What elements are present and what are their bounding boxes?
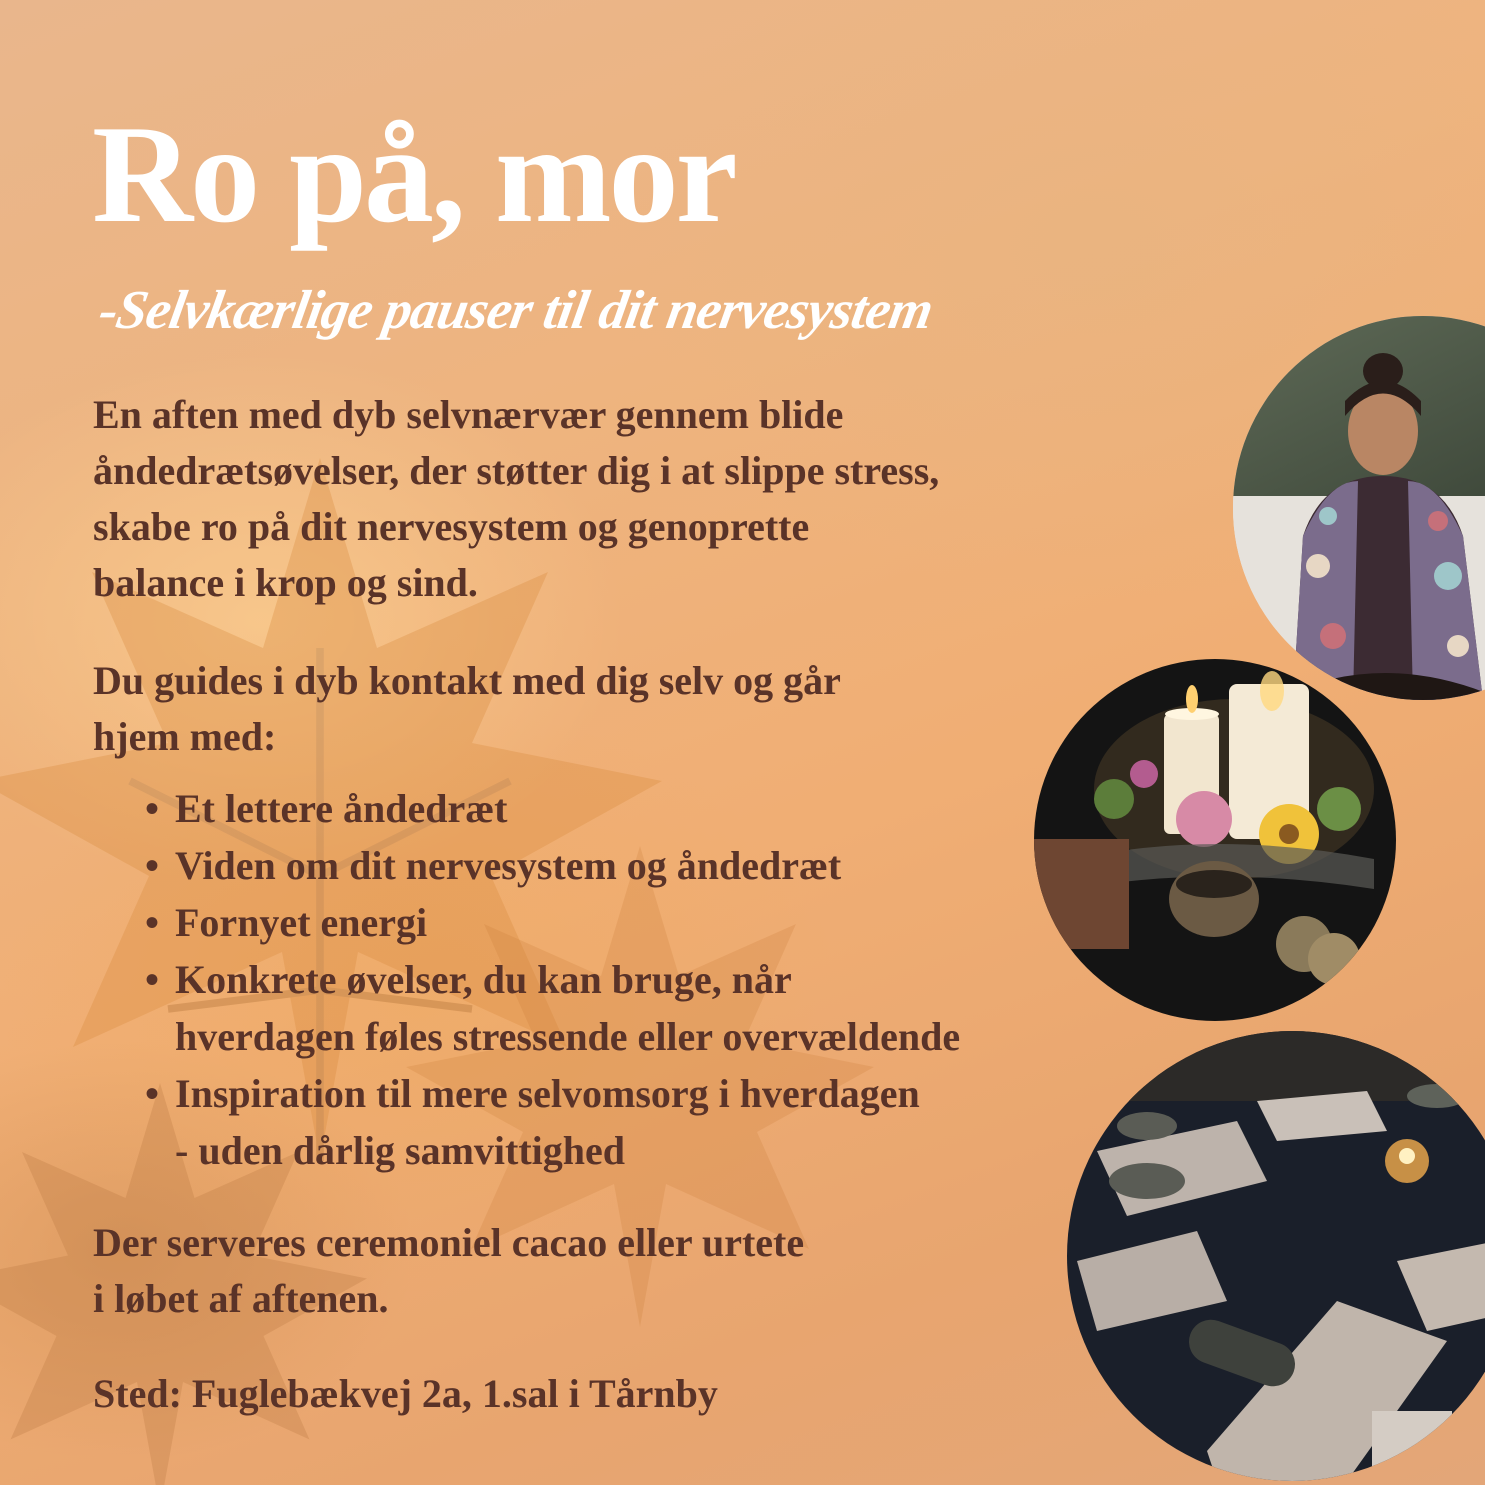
benefits-list — [145, 780, 1085, 1179]
bullet-icon: • — [145, 1071, 160, 1116]
list-item — [145, 951, 1085, 1065]
intro-line: En aften med dyb selvnærvær gennem blide — [93, 392, 844, 437]
intro-paragraph — [93, 387, 1093, 611]
intro-line: balance i krop og sind. — [93, 560, 478, 605]
benefit-text: Fornyet energi — [175, 900, 428, 945]
benefit-text: Konkrete øvelser, du kan bruge, når — [175, 957, 792, 1002]
benefit-text: - uden dårlig samvittighed — [175, 1128, 626, 1173]
guides-line: hjem med: — [93, 714, 277, 759]
bullet-icon: • — [145, 786, 160, 831]
list-item — [145, 1065, 1085, 1179]
list-item — [145, 780, 1085, 837]
candles-and-flowers-photo — [1034, 659, 1396, 1021]
cacao-line: Der serveres ceremoniel cacao eller urtete — [93, 1220, 805, 1265]
instructor-meditating-photo — [1233, 316, 1485, 700]
guides-paragraph — [93, 653, 993, 765]
benefit-text: Et lettere åndedræt — [175, 786, 508, 831]
room-with-mats-photo — [1067, 1031, 1485, 1481]
benefit-text: Inspiration til mere selvomsorg i hverdagen — [175, 1071, 920, 1116]
subtitle: -Selvkærlige pauser til dit nervesystem — [94, 279, 938, 340]
cacao-paragraph — [93, 1215, 993, 1327]
intro-line: skabe ro på dit nervesystem og genoprette — [93, 504, 810, 549]
list-item — [145, 837, 1085, 894]
benefit-text: Viden om dit nervesystem og åndedræt — [175, 843, 842, 888]
list-item — [145, 894, 1085, 951]
page-title: Ro på, mor — [92, 97, 735, 252]
intro-line: åndedrætsøvelser, der støtter dig i at slippe stress, — [93, 448, 940, 493]
cacao-line: i løbet af aftenen. — [93, 1276, 389, 1321]
bullet-icon: • — [145, 843, 160, 888]
location-text: Sted: Fuglebækvej 2a, 1.sal i Tårnby — [93, 1371, 718, 1416]
bullet-icon: • — [145, 957, 160, 1002]
bullet-icon: • — [145, 900, 160, 945]
benefit-text: hverdagen føles stressende eller overvældende — [175, 1014, 961, 1059]
guides-line: Du guides i dyb kontakt med dig selv og går — [93, 658, 841, 703]
